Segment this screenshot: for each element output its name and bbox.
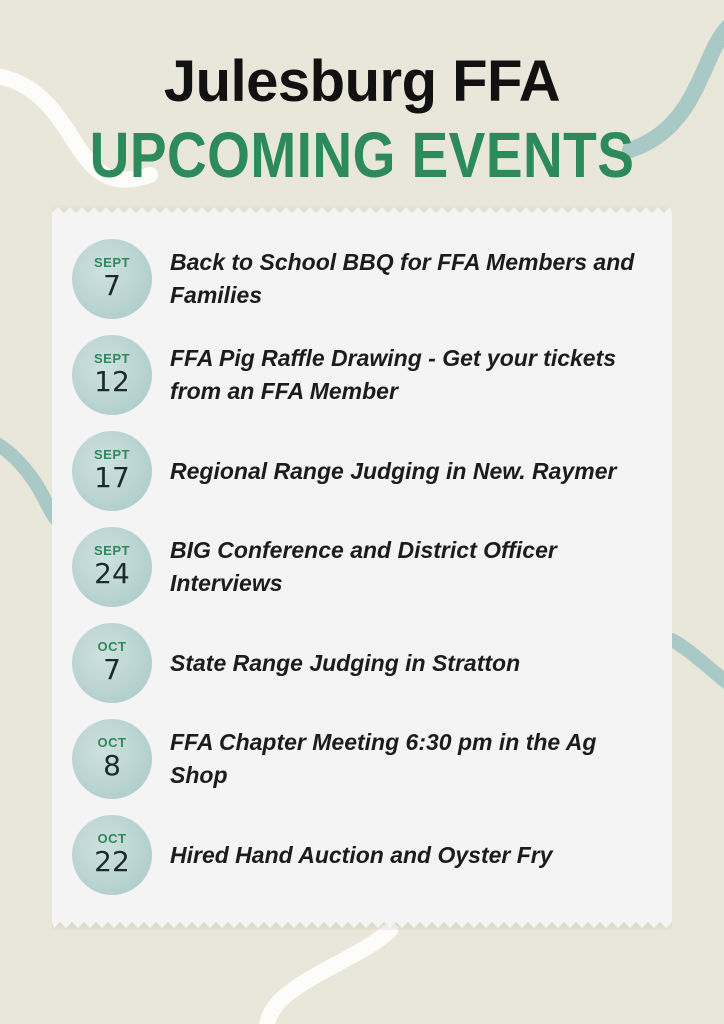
event-item [52,623,672,707]
date-badge [72,719,152,799]
event-day: 8 [103,749,121,782]
event-item [52,431,672,515]
event-month: SEPT [94,255,130,270]
event-item [52,335,672,419]
event-item [52,239,672,323]
event-day: 17 [94,461,130,494]
date-badge [72,431,152,511]
event-item [52,719,672,803]
date-badge [72,335,152,415]
event-title: FFA Chapter Meeting 6:30 pm in the Ag Shop [170,729,597,788]
event-item [52,815,672,899]
event-title: Back to School BBQ for FFA Members and Families [170,249,635,308]
event-title: FFA Pig Raffle Drawing - Get your tickets from an FFA Member [170,345,617,404]
event-month: OCT [97,639,127,654]
event-month: SEPT [94,543,130,558]
event-item [52,527,672,611]
event-month: OCT [97,831,127,846]
event-title: State Range Judging in Stratton [170,649,521,676]
event-month: OCT [97,735,127,750]
date-badge [72,527,152,607]
page-subtitle: UPCOMING EVENTS [89,119,635,191]
event-title: BIG Conference and District Officer Interviews [170,537,557,596]
event-month: SEPT [94,351,130,366]
event-title: Regional Range Judging in New. Raymer [170,457,617,484]
event-day: 22 [94,845,130,878]
event-day: 12 [94,365,130,398]
date-badge [72,239,152,319]
date-badge [72,623,152,703]
event-month: SEPT [94,447,130,462]
event-day: 7 [103,653,121,686]
event-day: 7 [103,269,121,302]
page-title: Julesburg FFA [163,49,561,114]
event-title: Hired Hand Auction and Oyster Fry [170,841,553,868]
event-day: 24 [94,557,130,590]
date-badge [72,815,152,895]
